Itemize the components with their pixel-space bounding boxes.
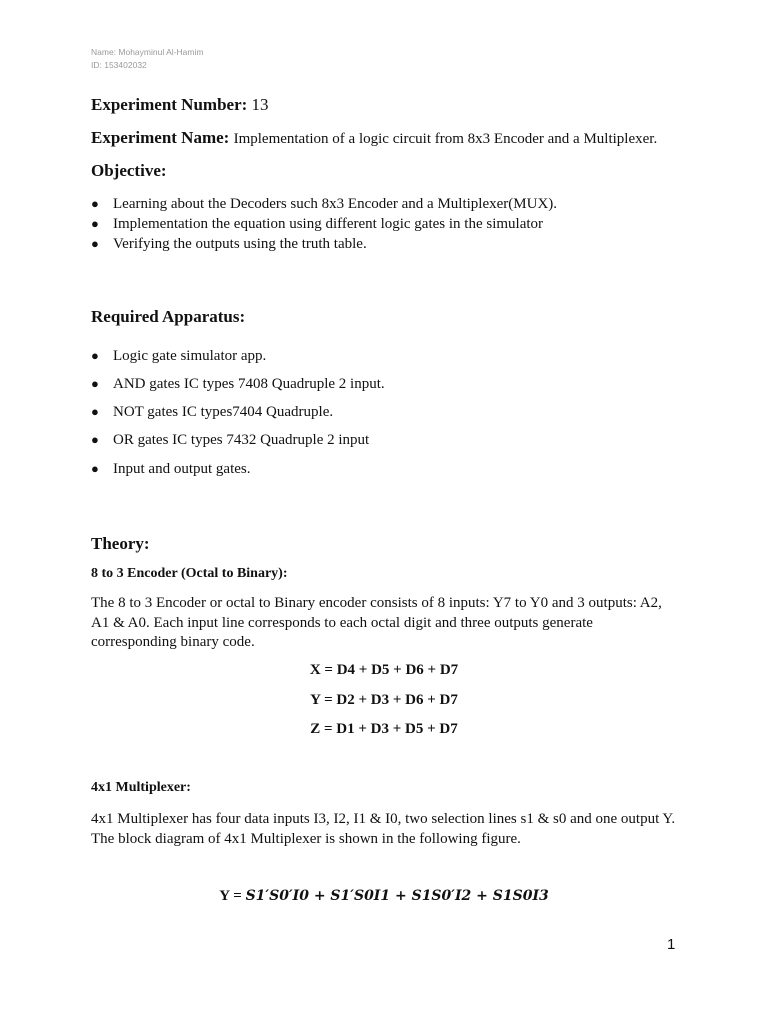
- list-item-text: NOT gates IC types7404 Quadruple.: [113, 404, 334, 420]
- experiment-number: [91, 95, 269, 115]
- list-item-text: OR gates IC types 7432 Quadruple 2 input: [113, 432, 370, 448]
- page-number: 1: [667, 936, 676, 953]
- bullet-icon: ●: [91, 348, 99, 363]
- list-item-text: Logic gate simulator app.: [113, 348, 267, 364]
- apparatus-heading: Required Apparatus:: [91, 307, 246, 326]
- bullet-icon: ●: [91, 196, 99, 211]
- bullet-icon: ●: [91, 461, 99, 476]
- encoder-equation-x: X = D4 + D5 + D6 + D7: [309, 662, 459, 678]
- list-item-text: Implementation the equation using different logic gates in the simulator: [113, 216, 544, 232]
- mux-equation-prefix: Y =: [219, 888, 246, 904]
- experiment-number-label: Experiment Number:: [91, 95, 248, 114]
- mux-paragraph: 4x1 Multiplexer has four data inputs I3, I2, I1 & I0, two selection lines s1 & s0 and one output Y. The block diagram of 4x1 Multiplexer is shown in the following figure.: [91, 811, 676, 847]
- bullet-icon: ●: [91, 376, 99, 391]
- encoder-paragraph: The 8 to 3 Encoder or octal to Binary encoder consists of 8 inputs: Y7 to Y0 and 3 outputs: A2, A1 & A0. Each input line corresponds to each octal digit and three outputs generate corresponding binary code.: [91, 595, 662, 650]
- encoder-equation-y: Y = D2 + D3 + D6 + D7: [310, 692, 458, 708]
- bullet-icon: ●: [91, 432, 99, 447]
- author-name: Name: Mohayminul Al-Hamim: [91, 47, 204, 57]
- bullet-icon: ●: [91, 404, 99, 419]
- encoder-equation-z: Z = D1 + D3 + D5 + D7: [310, 721, 458, 737]
- list-item-text: Input and output gates.: [113, 461, 251, 477]
- mux-heading: 4x1 Multiplexer:: [91, 780, 191, 795]
- experiment-name: [91, 128, 657, 148]
- author-id: ID: 153402032: [91, 60, 147, 70]
- bullet-icon: ●: [91, 216, 99, 231]
- bullet-icon: ●: [91, 236, 99, 251]
- mux-equation-body: S1′S0′I0 + S1′S0I1 + S1S0′I2 + S1S0I3: [245, 888, 549, 904]
- list-item-text: Learning about the Decoders such 8x3 Encoder and a Multiplexer(MUX).: [113, 196, 558, 212]
- objective-heading: Objective:: [91, 161, 167, 180]
- mux-equation: [0, 888, 768, 905]
- encoder-heading: 8 to 3 Encoder (Octal to Binary):: [91, 566, 288, 581]
- theory-heading: Theory:: [91, 534, 150, 553]
- experiment-number-value: 13: [251, 95, 269, 114]
- list-item-text: AND gates IC types 7408 Quadruple 2 input.: [113, 376, 385, 392]
- list-item-text: Verifying the outputs using the truth table.: [113, 236, 367, 252]
- experiment-name-value: Implementation of a logic circuit from 8x3 Encoder and a Multiplexer.: [233, 131, 658, 147]
- experiment-name-label: Experiment Name:: [91, 128, 230, 147]
